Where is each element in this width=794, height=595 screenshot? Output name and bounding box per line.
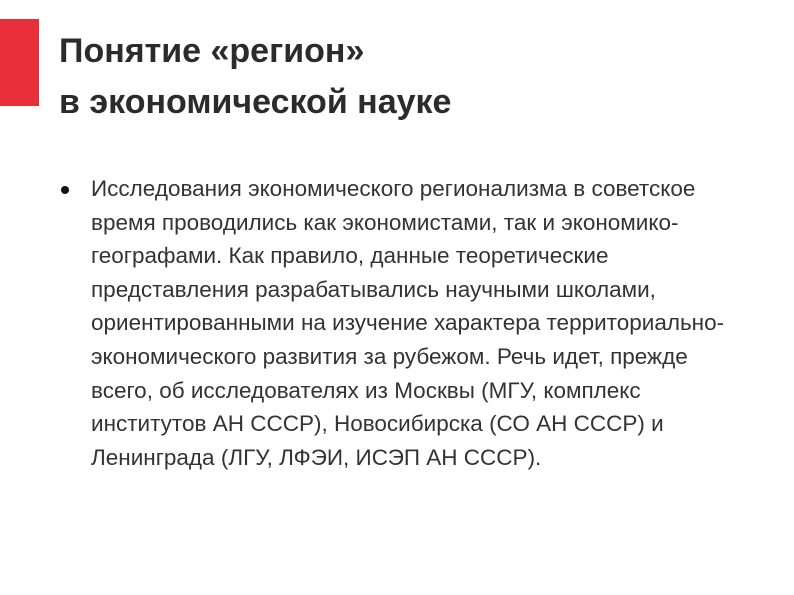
slide-title-line-2: в экономической науке <box>59 83 452 121</box>
slide-title <box>59 26 451 128</box>
bullet-text: Исследования экономического регионализма в советское время проводились как экономистами, так и экономико-географами. Как правило, данные теоретические представления разрабатывались научными школами, ориентированными на изучение характера территориально-экономического развития за рубежом. Речь идет, прежде всего, об исследователях из Москвы (МГУ, комплекс институтов АН СССР), Новосибирска (СО АН СССР) и Ленинграда (ЛГУ, ЛФЭИ, ИСЭП АН СССР). <box>91 176 725 470</box>
bullet-dot-icon <box>61 186 69 194</box>
accent-bar <box>0 19 39 106</box>
slide-title-line-1: Понятие «регион» <box>59 32 365 70</box>
bullet-item <box>58 172 728 474</box>
bullet-list <box>58 172 728 474</box>
